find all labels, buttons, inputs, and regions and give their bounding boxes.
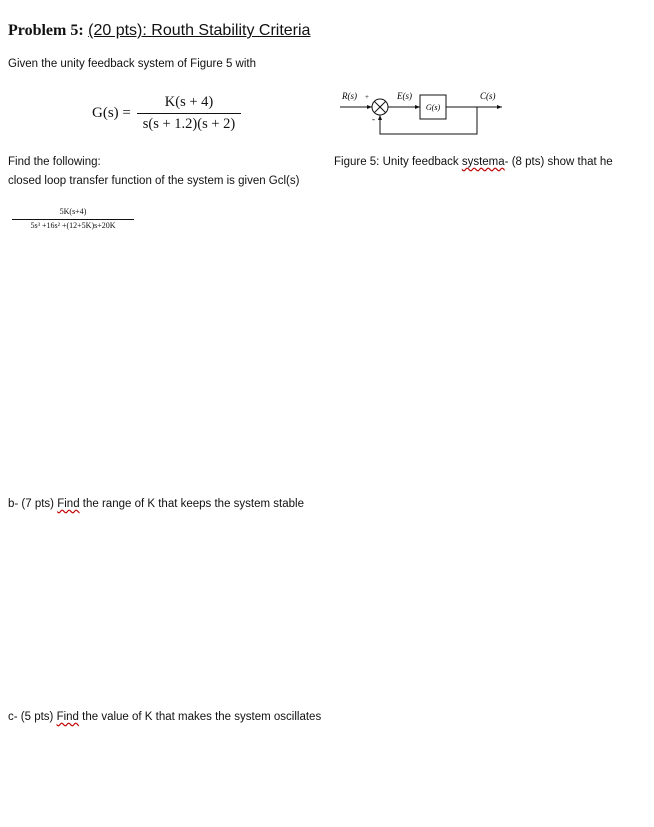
part-b-find: Find: [57, 498, 80, 510]
diagram-error-arrow: [415, 105, 420, 109]
figure-caption-misspelled: systema: [461, 156, 505, 168]
diagram-input-label: R(s): [342, 91, 357, 101]
diagram-plus-sign: +: [365, 93, 369, 101]
problem-label: Problem 5:: [8, 22, 84, 39]
part-a-text: closed loop transfer function of the system is given Gcl(s): [8, 175, 300, 187]
part-c-find: Find: [56, 711, 79, 723]
summing-junction: [372, 99, 388, 115]
problem-points-title: (20 pts): Routh Stability Criteria: [88, 22, 311, 39]
part-b-prefix: b- (7 pts): [8, 498, 58, 510]
intro-text: Given the unity feedback system of Figure 5 with: [8, 58, 257, 70]
figure-caption-suffix: - (8 pts) show that he: [504, 156, 613, 168]
equation-numerator: K(s + 4): [164, 94, 214, 110]
tf-numerator: 5K(s+4): [59, 207, 87, 216]
figure-caption-prefix: Figure 5: Unity feedback: [334, 156, 462, 168]
problem-title: [8, 22, 310, 40]
diagram-output-label: C(s): [480, 91, 496, 101]
diagram-feedback-arrow: [378, 115, 382, 120]
figure-caption: [334, 156, 613, 168]
part-b-text: [8, 498, 304, 510]
equation-denominator: s(s + 1.2)(s + 2): [142, 116, 236, 132]
diagram-output-arrow: [497, 105, 502, 109]
diagram-block-label: G(s): [425, 103, 441, 112]
block-diagram: [334, 88, 514, 138]
tf-fraction-bar: [12, 219, 134, 220]
part-b-suffix: the range of K that keeps the system stable: [79, 498, 304, 510]
diagram-input-arrow: [367, 105, 372, 109]
diagram-error-label: E(s): [397, 91, 412, 101]
part-c-text: [8, 711, 321, 723]
diagram-minus-sign: -: [372, 114, 375, 124]
equation-lhs: G(s) =: [92, 105, 131, 121]
equation-fraction-bar: [137, 113, 241, 114]
find-following-text: Find the following:: [8, 156, 101, 168]
tf-denominator: 5s³ +16s² +(12+5K)s+20K: [30, 221, 116, 230]
part-c-suffix: the value of K that makes the system oscillates: [78, 711, 322, 723]
part-c-prefix: c- (5 pts): [8, 711, 57, 723]
